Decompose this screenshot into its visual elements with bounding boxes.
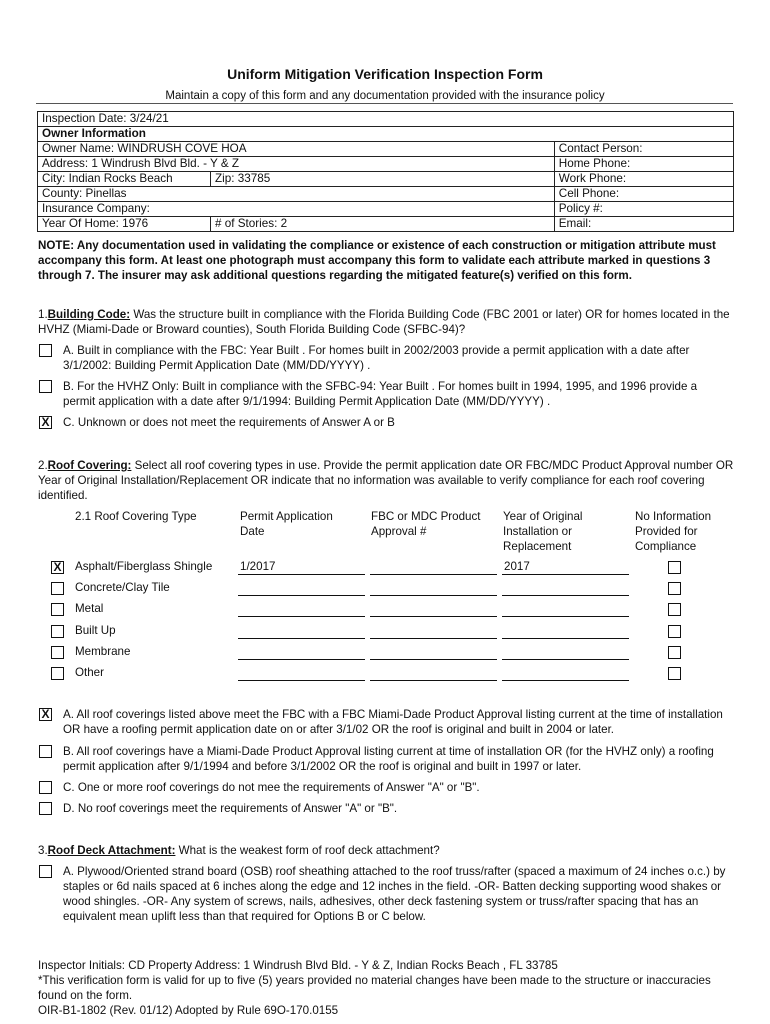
q1-question — [38, 307, 738, 337]
q2-option-c-checkbox[interactable] — [39, 781, 52, 794]
q2-option-d-text: D. No roof coverings meet the requirements of Answer "A" or "B". — [63, 802, 398, 815]
roof-builtup-fbc-line[interactable] — [370, 638, 497, 639]
q2-number: 2. — [38, 459, 48, 472]
roof-metal-checkbox[interactable] — [51, 603, 64, 616]
roof-membrane-checkbox[interactable] — [51, 646, 64, 659]
roof-tile-checkbox[interactable] — [51, 582, 64, 595]
address: Address: 1 Windrush Blvd Bld. - Y & Z — [38, 157, 555, 172]
roof-asphalt-label: Asphalt/Fiberglass Shingle — [75, 560, 213, 573]
q1-option-a-checkbox[interactable] — [39, 344, 52, 357]
roof-metal-noinfo-checkbox[interactable] — [668, 603, 681, 616]
work-phone: Work Phone: — [554, 172, 733, 187]
q2-heading: Roof Covering: — [47, 459, 132, 472]
validity-note: *This verification form is valid for up to five (5) years provided no material changes have been made to the structure or inaccuracies found on the form. — [38, 974, 711, 1002]
q3-heading: Roof Deck Attachment: — [47, 844, 176, 857]
roof-tile-noinfo-checkbox[interactable] — [668, 582, 681, 595]
q3-number: 3. — [38, 844, 48, 857]
q2-option-b-checkbox[interactable] — [39, 745, 52, 758]
home-phone: Home Phone: — [554, 157, 733, 172]
roof-other-label: Other — [75, 666, 104, 679]
q1-option-a-text: A. Built in compliance with the FBC: Year Built . For homes built in 2002/2003 provide a permit application with a date after 3/1/2002: Building Permit Application Date (MM/DD/YYYY) . — [63, 344, 690, 372]
zip: Zip: 33785 — [211, 172, 555, 187]
q2-option-b-text: B. All roof coverings have a Miami-Dade Product Approval listing current at time of installation OR (for the HVHZ only) a roofing permit application after 9/1/1994 and before 3/1/2002 OR the roof is original and built in 1997 or later. — [63, 745, 714, 773]
form-revision: OIR-B1-1802 (Rev. 01/12) Adopted by Rule 69O-170.0155 — [38, 1004, 339, 1017]
roof-asphalt-year-line[interactable] — [502, 574, 629, 575]
city: City: Indian Rocks Beach — [38, 172, 211, 187]
email: Email: — [554, 217, 733, 232]
roof-tile-year-line[interactable] — [502, 595, 629, 596]
roof-tile-fbc-line[interactable] — [370, 595, 497, 596]
roof-tile-permit-line[interactable] — [238, 595, 365, 596]
q1-option-b-checkbox[interactable] — [39, 380, 52, 393]
col-no-information: No Information Provided for Compliance — [635, 510, 712, 553]
policy-number: Policy #: — [554, 202, 733, 217]
owner-name: Owner Name: WINDRUSH COVE HOA — [38, 142, 555, 157]
roof-asphalt-noinfo-checkbox[interactable] — [668, 561, 681, 574]
roof-asphalt-permit: 1/2017 — [240, 560, 276, 573]
number-of-stories: # of Stories: 2 — [211, 217, 555, 232]
roof-metal-fbc-line[interactable] — [370, 616, 497, 617]
q1-option-b-text: B. For the HVHZ Only: Built in compliance with the SFBC-94: Year Built . For homes built in 1994, 1995, and 1996 provide a permit application with a date after 9/1/1994: Building Permit Application Date (MM/DD/YYYY) . — [63, 380, 698, 408]
roof-membrane-label: Membrane — [75, 645, 131, 658]
col-year-installation: Year of Original Installation or Replacement — [503, 510, 583, 553]
roof-metal-label: Metal — [75, 602, 104, 615]
q2-option-a-text: A. All roof coverings listed above meet the FBC with a FBC Miami-Dade Product Approval listing current at the time of installation OR have a roofing permit application date on or after 3/1/02 OR the roof is original and built in 2004 or later. — [63, 708, 723, 736]
q2-option-c-text: C. One or more roof coverings do not mee the requirements of Answer "A" or "B". — [63, 781, 480, 794]
subtitle-rule — [36, 103, 733, 104]
q2-option-d-checkbox[interactable] — [39, 802, 52, 815]
roof-metal-year-line[interactable] — [502, 616, 629, 617]
roof-other-checkbox[interactable] — [51, 667, 64, 680]
roof-builtup-checkbox[interactable] — [51, 625, 64, 638]
roof-builtup-noinfo-checkbox[interactable] — [668, 625, 681, 638]
roof-membrane-noinfo-checkbox[interactable] — [668, 646, 681, 659]
roof-other-fbc-line[interactable] — [370, 680, 497, 681]
q2-option-a-checkbox[interactable]: X — [39, 708, 52, 721]
roof-asphalt-permit-line[interactable] — [238, 574, 365, 575]
roof-other-permit-line[interactable] — [238, 680, 365, 681]
roof-tile-label: Concrete/Clay Tile — [75, 581, 170, 594]
q3-option-a-text: A. Plywood/Oriented strand board (OSB) roof sheathing attached to the roof truss/rafter (spaced a maximum of 24 inches o.c.) by staples or 6d nails spaced at 6 inches along the edge and 12 inches in the field. -OR- Batten decking supporting wood shakes or wood shingles. -OR- Any system of screws, nails, adhesives, other deck fastening system or truss/rafter spacing that has an equivalent mean uplift less than that required for Options B or C below. — [63, 865, 726, 923]
note-text: NOTE: Any documentation used in validating the compliance or existence of each construction or mitigation attribute must accompany this form. At least one photograph must accompany this form to validate each attribute marked in questions 3 through 7. The insurer may ask additional questions regarding the mitigated feature(s) verified on this form. — [38, 239, 716, 282]
roof-membrane-year-line[interactable] — [502, 659, 629, 660]
contact-person: Contact Person: — [554, 142, 733, 157]
roof-metal-permit-line[interactable] — [238, 616, 365, 617]
roof-builtup-year-line[interactable] — [502, 638, 629, 639]
q3-question — [38, 843, 738, 858]
form-title: Uniform Mitigation Verification Inspection Form — [227, 66, 543, 82]
q1-option-c-checkbox[interactable]: X — [39, 416, 52, 429]
form-subtitle: Maintain a copy of this form and any documentation provided with the insurance policy — [165, 90, 605, 102]
q1-text: Was the structure built in compliance with the Florida Building Code (FBC 2001 or later) OR for homes located in the HVHZ (Miami-Dade or Broward counties), South Florida Building Code (SFBC-94)? — [38, 308, 730, 336]
county: County: Pinellas — [38, 187, 555, 202]
cell-phone: Cell Phone: — [554, 187, 733, 202]
q1-number: 1. — [38, 308, 48, 321]
roof-membrane-fbc-line[interactable] — [370, 659, 497, 660]
insurance-company: Insurance Company: — [38, 202, 555, 217]
col-product-approval: FBC or MDC Product Approval # — [371, 510, 481, 538]
q3-option-a-checkbox[interactable] — [39, 865, 52, 878]
roof-builtup-label: Built Up — [75, 624, 116, 637]
inspector-initials-line: Inspector Initials: CD Property Address: 1 Windrush Blvd Bld. - Y & Z, Indian Rocks Beach , FL 33785 — [38, 959, 558, 972]
owner-info-table — [37, 111, 734, 232]
roof-asphalt-fbc-line[interactable] — [370, 574, 497, 575]
col-permit-date: Permit Application Date — [240, 510, 333, 538]
roof-other-noinfo-checkbox[interactable] — [668, 667, 681, 680]
q2-text: Select all roof covering types in use. Provide the permit application date OR FBC/MDC Product Approval number OR Year of Original Installation/Replacement OR indicate that no information was available to verify compliance for each roof covering identified. — [38, 459, 734, 502]
col-roof-covering-type: 2.1 Roof Covering Type — [75, 510, 197, 523]
q1-option-c-text: C. Unknown or does not meet the requirements of Answer A or B — [63, 416, 395, 429]
roof-builtup-permit-line[interactable] — [238, 638, 365, 639]
owner-info-header: Owner Information — [38, 127, 734, 142]
q3-text: What is the weakest form of roof deck attachment? — [175, 844, 440, 857]
roof-membrane-permit-line[interactable] — [238, 659, 365, 660]
inspection-date: Inspection Date: 3/24/21 — [38, 112, 734, 127]
roof-other-year-line[interactable] — [502, 680, 629, 681]
q1-heading: Building Code: — [47, 308, 131, 321]
q2-question — [38, 458, 738, 503]
year-of-home: Year Of Home: 1976 — [38, 217, 211, 232]
roof-asphalt-checkbox[interactable]: X — [51, 561, 64, 574]
roof-asphalt-year: 2017 — [504, 560, 530, 573]
